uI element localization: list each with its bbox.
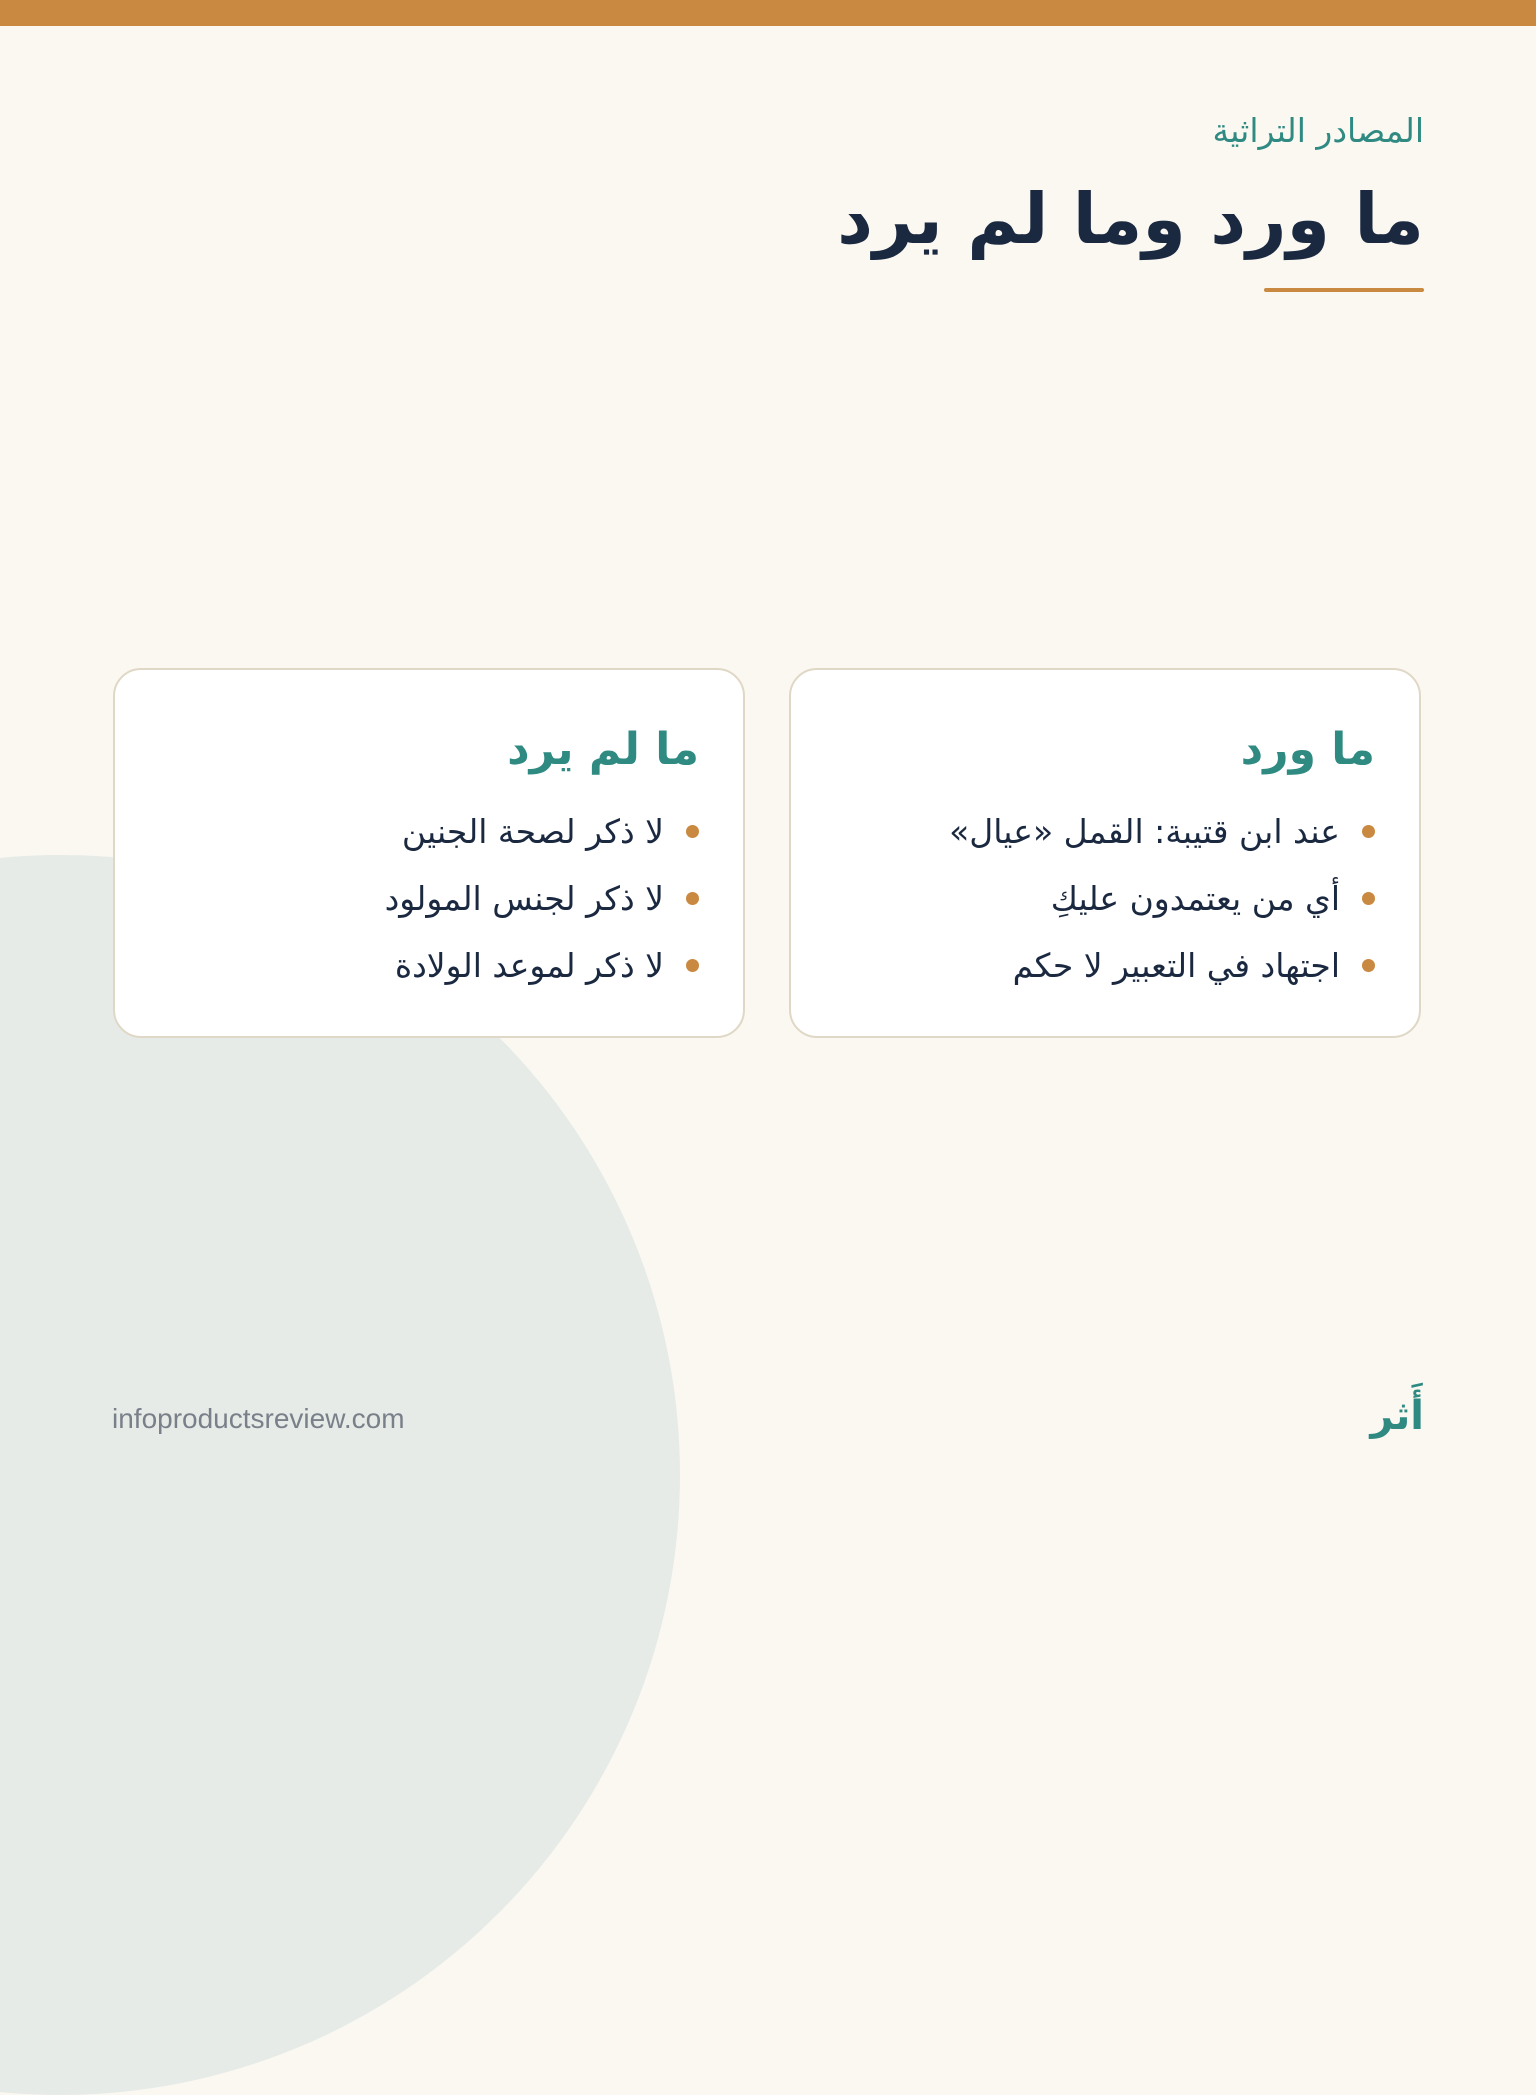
page-title: ما ورد وما لم يرد: [837, 178, 1424, 260]
card-heading: ما ورد: [1240, 724, 1375, 775]
bullet-dot-icon: [686, 892, 699, 905]
bullet-dot-icon: [1362, 892, 1375, 905]
list-item: [831, 798, 1375, 865]
list-item: [831, 865, 1375, 932]
list-item-text: أي من يعتمدون عليكِ: [1050, 879, 1340, 918]
card-heading: ما لم يرد: [507, 724, 699, 775]
card-list: [831, 798, 1375, 999]
list-item-text: اجتهاد في التعبير لا حكم: [1012, 946, 1340, 985]
brand-logo: أَثر: [1370, 1393, 1424, 1439]
footer-url: infoproductsreview.com: [112, 1403, 405, 1434]
background-circle: [0, 855, 680, 2095]
card-mentioned: [789, 668, 1421, 1038]
list-item: [155, 932, 699, 999]
list-item: [831, 932, 1375, 999]
bullet-dot-icon: [686, 825, 699, 838]
card-list: [155, 798, 699, 999]
title-underline: [1264, 288, 1424, 292]
bullet-dot-icon: [1362, 825, 1375, 838]
card-not-mentioned: [113, 668, 745, 1038]
bullet-dot-icon: [686, 959, 699, 972]
list-item-text: لا ذكر لموعد الولادة: [394, 946, 664, 985]
list-item-text: لا ذكر لجنس المولود: [384, 879, 664, 918]
bullet-dot-icon: [1362, 959, 1375, 972]
list-item-text: عند ابن قتيبة: القمل «عيال»: [949, 812, 1340, 851]
top-accent-bar: [0, 0, 1536, 26]
list-item: [155, 798, 699, 865]
list-item: [155, 865, 699, 932]
section-eyebrow: المصادر التراثية: [1212, 111, 1424, 150]
list-item-text: لا ذكر لصحة الجنين: [401, 812, 664, 851]
